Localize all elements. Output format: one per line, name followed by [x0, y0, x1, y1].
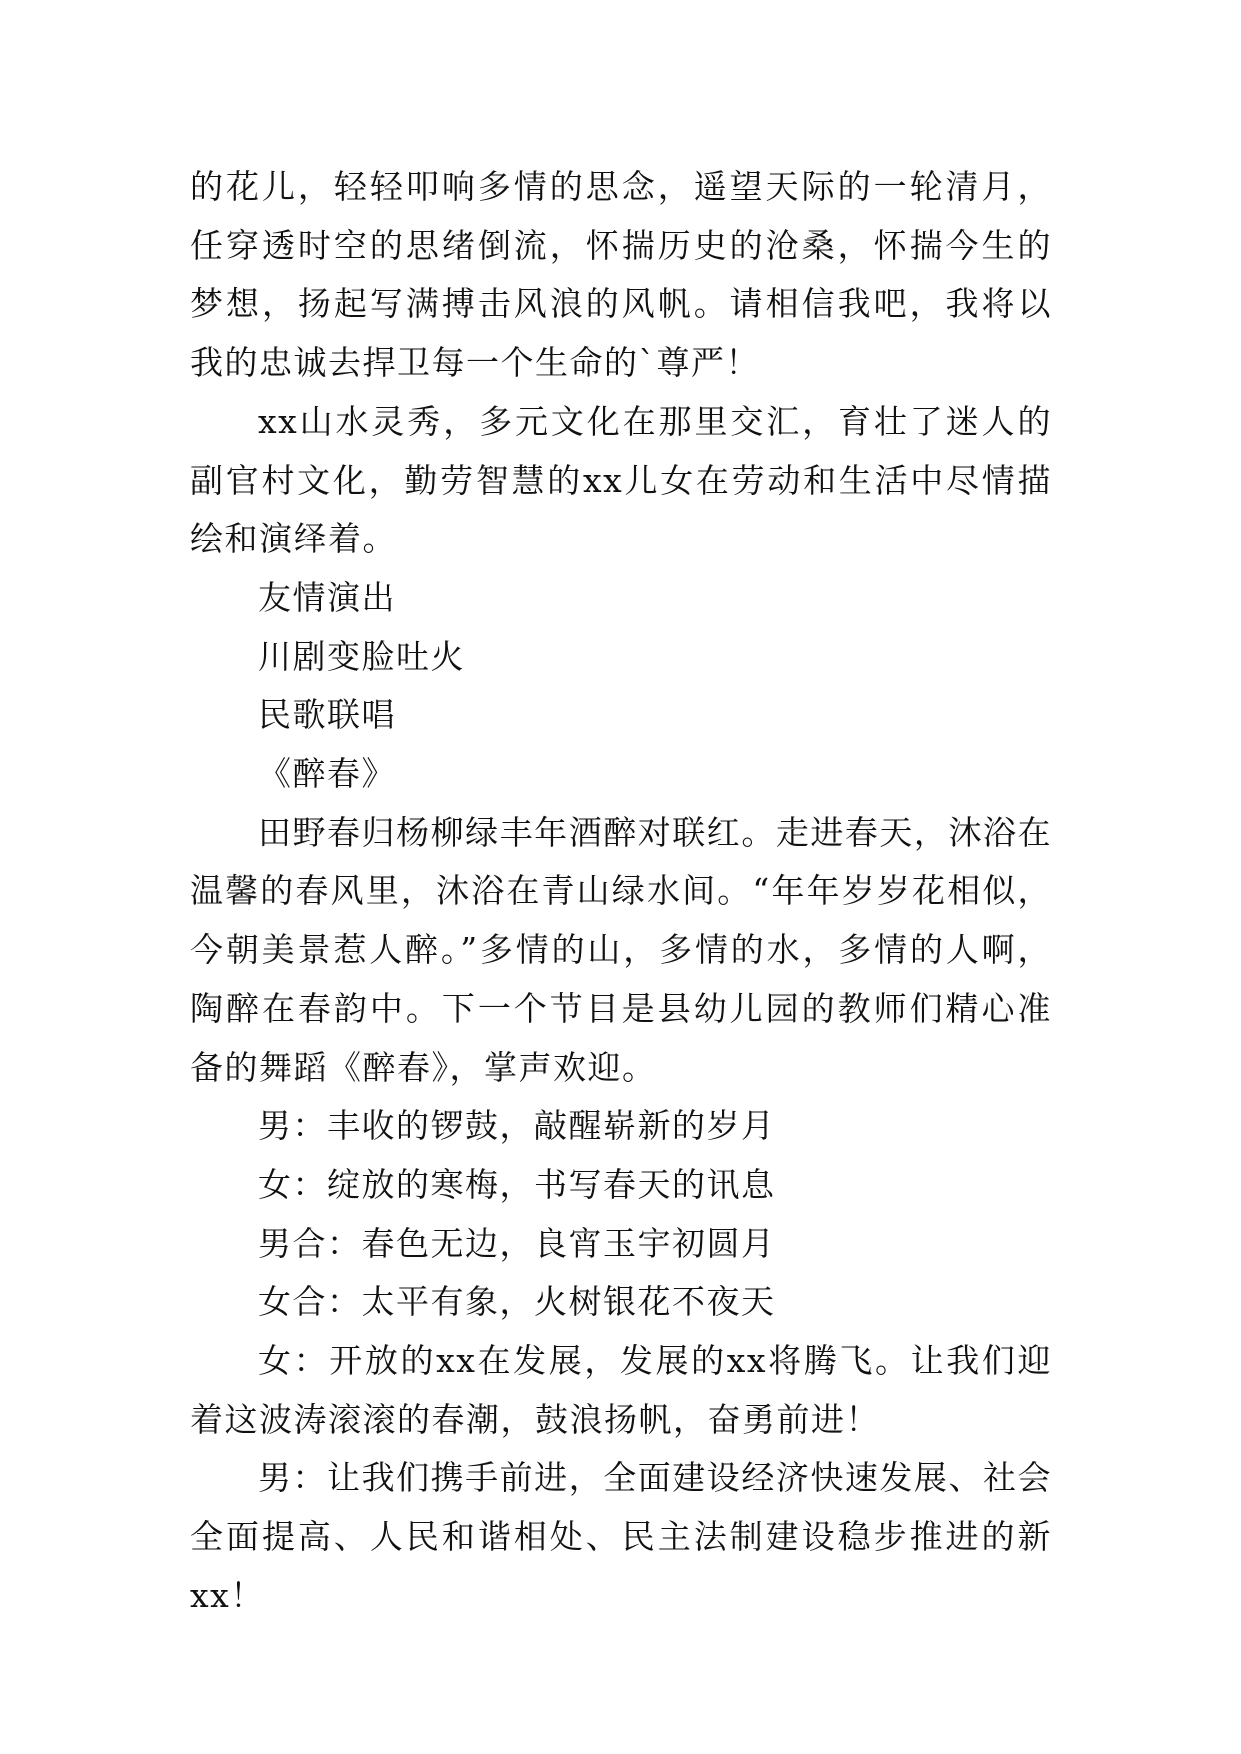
paragraph-4: 川剧变脸吐火	[258, 636, 465, 676]
paragraph-5: 民歌联唱	[258, 695, 396, 735]
paragraph-7: 田野春归杨柳绿丰年酒醉对联红。走进春天，沐浴在温馨的春风里，沐浴在青山绿水间。“年年岁岁花相似，今朝美景惹人醉。”多情的山，多情的水，多情的人啊，陶醉在春韵中。下一个节目是县幼儿园的教师们精心准备的舞蹈《醉春》，掌声欢迎。	[190, 812, 1052, 1087]
paragraph-2: xx山水灵秀，多元文化在那里交汇，育壮了迷人的副官村文化，勤劳智慧的xx儿女在劳动和生活中尽情描绘和演绎着。	[190, 401, 1052, 559]
document-body	[190, 158, 1052, 1626]
paragraph-10: 男合：春色无边，良宵玉宇初圆月	[258, 1223, 776, 1263]
paragraph-13: 男：让我们携手前进，全面建设经济快速发展、社会全面提高、人民和谐相处、民主法制建设稳步推进的新xx！	[190, 1458, 1052, 1615]
paragraph-8: 男：丰收的锣鼓，敲醒崭新的岁月	[258, 1106, 776, 1146]
paragraph-1: 的花儿，轻轻叩响多情的思念，遥望天际的一轮清月，任穿透时空的思绪倒流，怀揣历史的沧桑，怀揣今生的梦想，扬起写满搏击风浪的风帆。请相信我吧，我将以我的忠诚去捍卫每一个生命的`尊严！	[190, 167, 1052, 383]
paragraph-6: 《醉春》	[258, 754, 396, 794]
paragraph-12: 女：开放的xx在发展，发展的xx将腾飞。让我们迎着这波涛滚滚的春潮，鼓浪扬帆，奋勇前进！	[190, 1341, 1052, 1439]
paragraph-3: 友情演出	[258, 577, 396, 617]
paragraph-9: 女：绽放的寒梅，书写春天的讯息	[258, 1164, 776, 1204]
paragraph-11: 女合：太平有象，火树银花不夜天	[258, 1282, 776, 1322]
